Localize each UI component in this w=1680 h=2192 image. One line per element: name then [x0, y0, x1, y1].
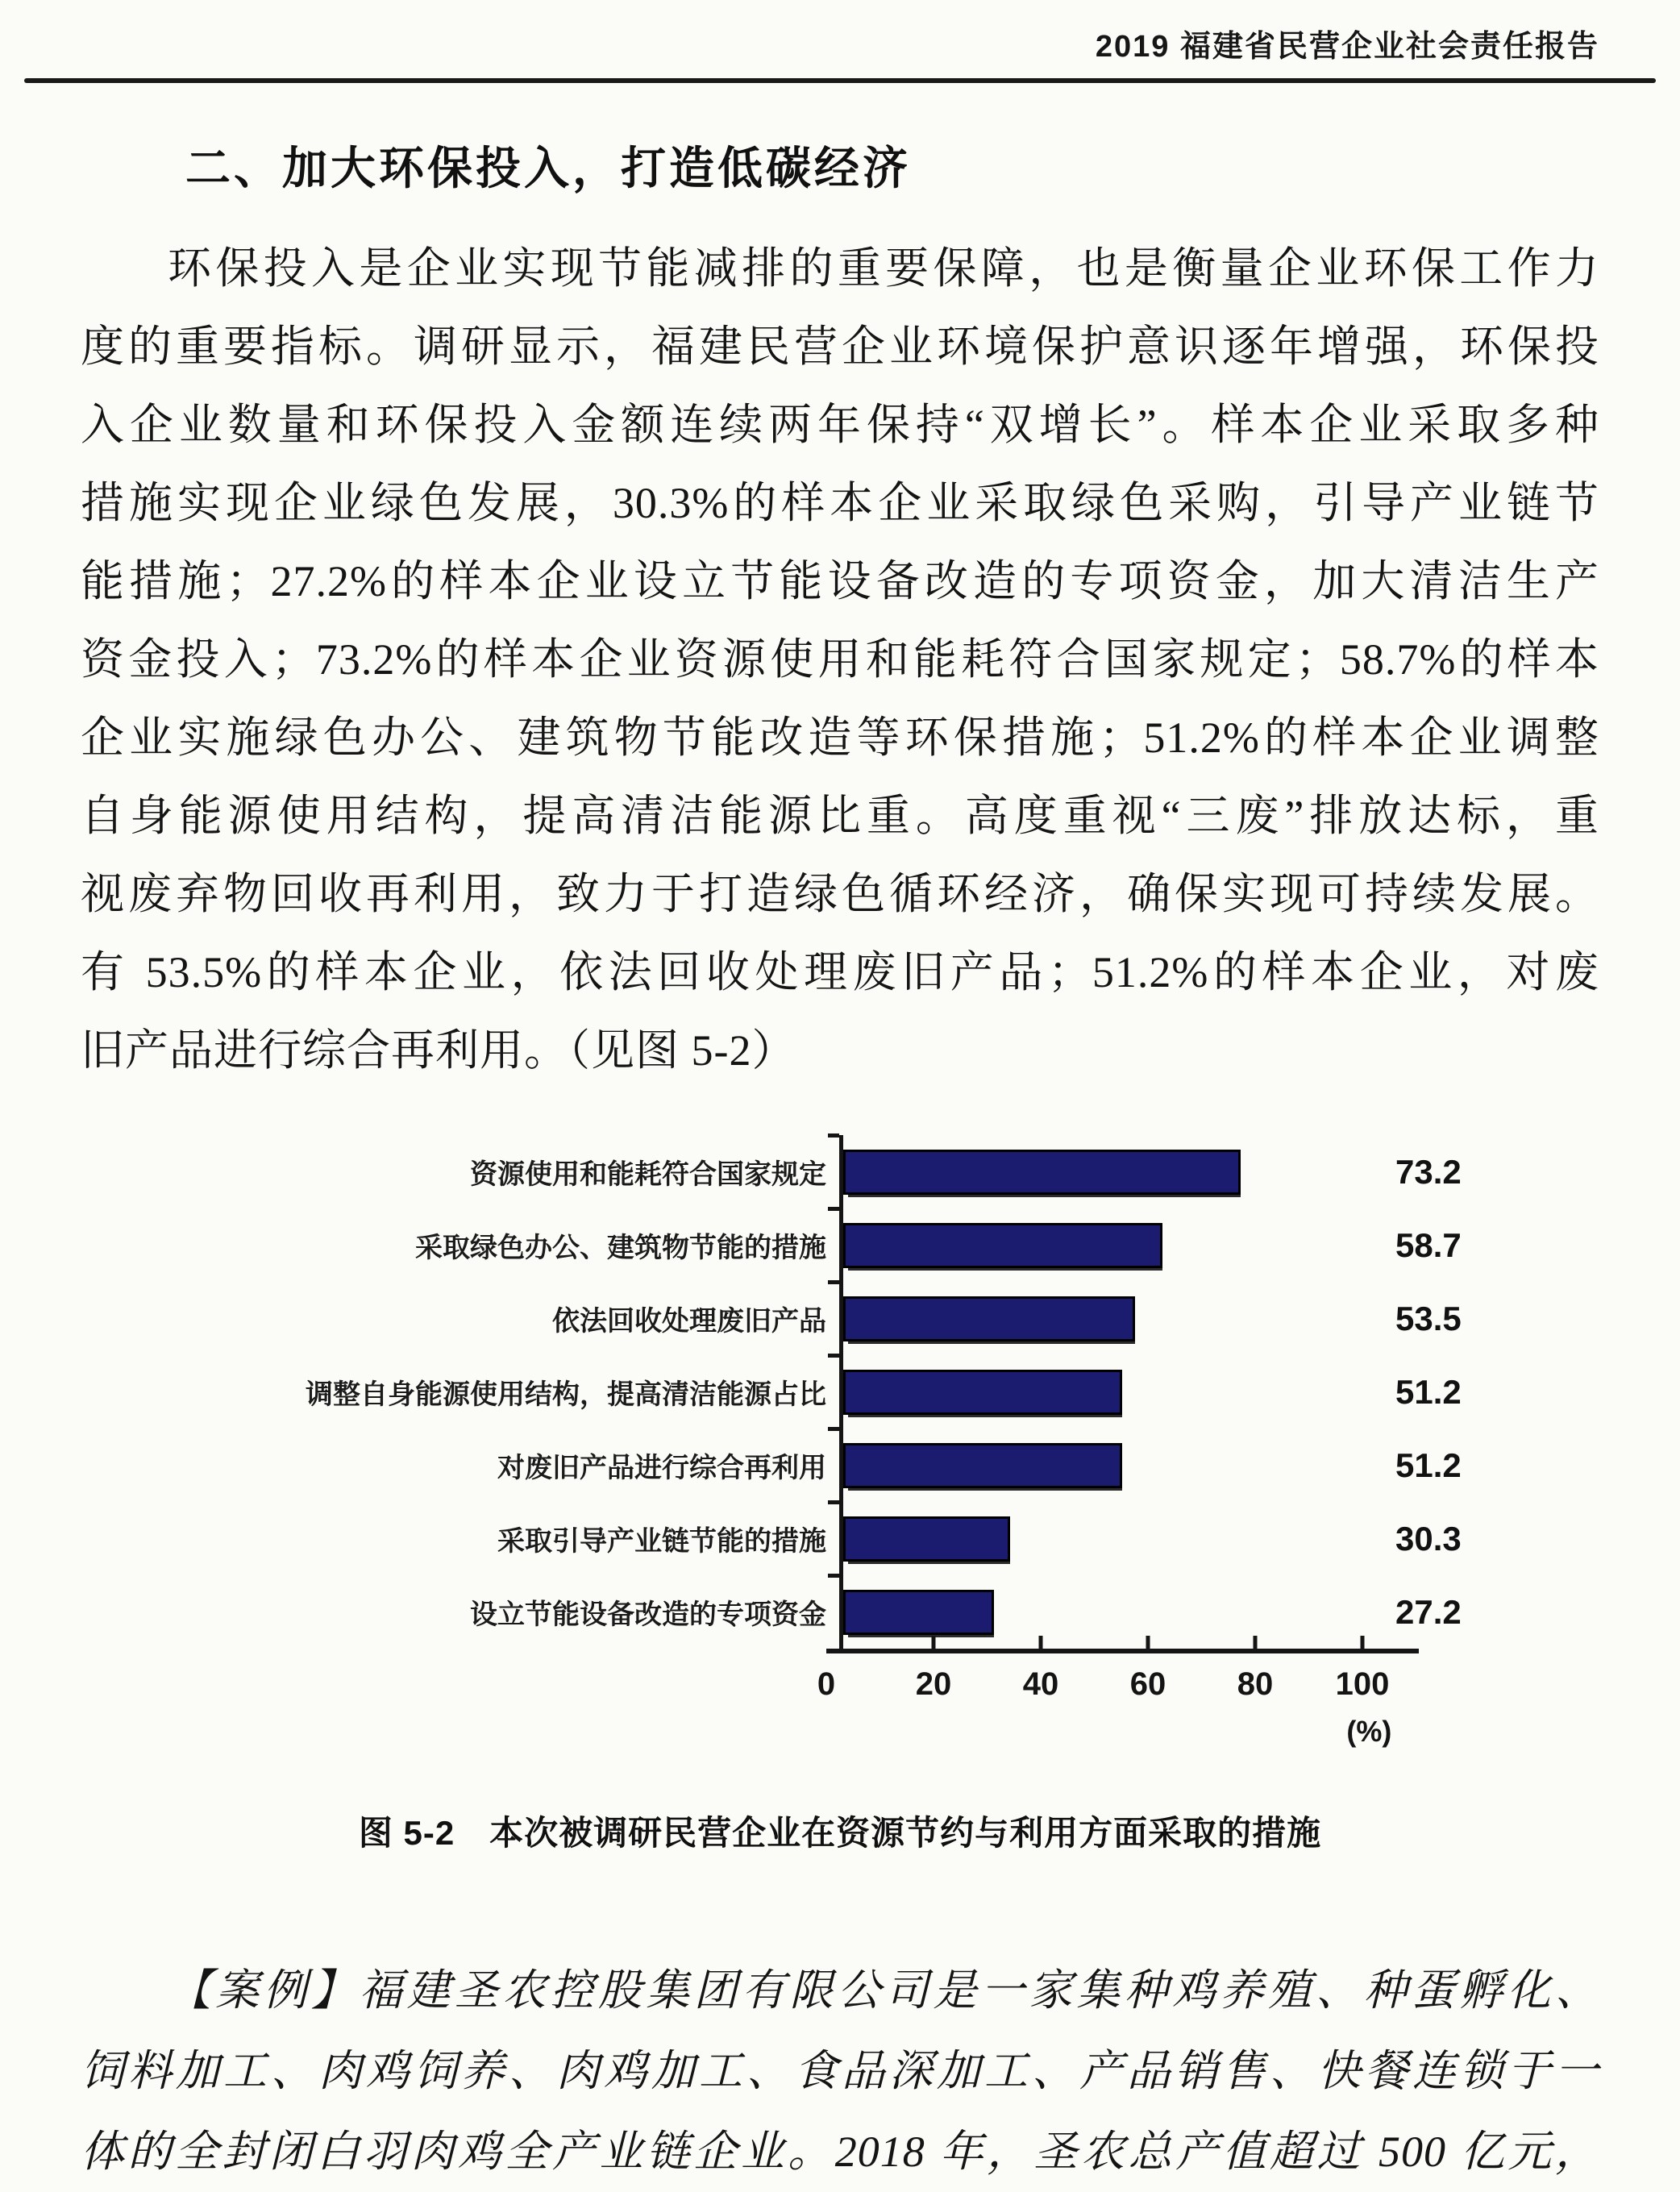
chart-bar: [843, 1443, 1122, 1488]
body-paragraph: [81, 230, 1599, 1090]
paragraph-line: 自身能源使用结构，提高清洁能源比重。高度重视“三废”排放达标，重: [81, 792, 1599, 840]
paragraph-line: 企业实施绿色办公、建筑物节能改造等环保措施；51.2%的样本企业调整: [81, 713, 1599, 762]
chart-value-label: 30.3: [1395, 1519, 1462, 1558]
x-axis-tick: [1039, 1636, 1043, 1649]
section-title: 二、加大环保投入，打造低碳经济: [185, 143, 911, 193]
chart-category-label: 设立节能设备改造的专项资金: [470, 1599, 826, 1630]
chart-row: [278, 1429, 1599, 1502]
x-axis-tick-label: 80: [1237, 1666, 1274, 1702]
chart-value-label: 27.2: [1395, 1592, 1462, 1631]
chart-x-unit-label: (%): [1346, 1715, 1392, 1748]
chart-rows: [278, 1135, 1599, 1649]
chart-bar: [843, 1590, 994, 1635]
chart-category-label: 采取引导产业链节能的措施: [497, 1526, 826, 1557]
chart-category-label: 采取绿色办公、建筑物节能的措施: [415, 1233, 826, 1263]
paragraph-line: 旧产品进行综合再利用。（见图 5-2）: [81, 1026, 796, 1075]
chart-plot-area: [839, 1355, 1379, 1429]
chart-category-label: 依法回收处理废旧产品: [552, 1306, 826, 1337]
chart-category-label: 对废旧产品进行综合再利用: [497, 1453, 826, 1483]
case-paragraph-line: 体的全封闭白羽肉鸡全产业链企业。2018 年，圣农总产值超过 500 亿元，: [81, 2128, 1599, 2176]
chart-x-tick-labels: [817, 1653, 1419, 1748]
chart-row: [278, 1502, 1599, 1575]
x-axis-tick-label: 40: [1022, 1666, 1059, 1702]
header-rule: [24, 78, 1656, 83]
chart-value-label: 51.2: [1395, 1445, 1462, 1484]
paragraph-line: 环保投入是企业实现节能减排的重要保障，也是衡量企业环保工作力: [168, 244, 1599, 293]
chart-bar: [843, 1223, 1162, 1268]
x-axis-tick-label: 0: [817, 1666, 836, 1702]
figure-5-2: [81, 1135, 1599, 1855]
x-axis-tick: [932, 1636, 936, 1649]
chart-plot-area: [839, 1502, 1379, 1575]
chart-plot-area: [839, 1282, 1379, 1355]
chart-value-label: 58.7: [1395, 1225, 1462, 1264]
x-axis-tick: [1146, 1636, 1150, 1649]
paragraph-line: 措施实现企业绿色发展，30.3%的样本企业采取绿色采购，引导产业链节: [81, 479, 1599, 527]
chart-row: [278, 1135, 1599, 1208]
chart-row: [278, 1575, 1599, 1649]
chart-plot-area: [839, 1575, 1379, 1649]
chart-bar: [843, 1296, 1135, 1341]
chart-plot-area: [839, 1208, 1379, 1282]
chart-value-label: 51.2: [1395, 1372, 1462, 1411]
chart-bar: [843, 1370, 1122, 1415]
x-axis-tick-label: 60: [1129, 1666, 1166, 1702]
paragraph-line: 能措施；27.2%的样本企业设立节能设备改造的专项资金，加大清洁生产: [81, 557, 1599, 605]
chart-bar: [843, 1150, 1241, 1195]
chart-category-label: 资源使用和能耗符合国家规定: [470, 1159, 826, 1190]
chart-category-label: 调整自身能源使用结构，提高清洁能源占比: [306, 1379, 826, 1410]
chart-value-label: 53.5: [1395, 1299, 1462, 1337]
chart-row: [278, 1355, 1599, 1429]
paragraph-line: 资金投入；73.2%的样本企业资源使用和能耗符合国家规定；58.7%的样本: [81, 635, 1599, 684]
chart-row: [278, 1282, 1599, 1355]
paragraph-line: 入企业数量和环保投入金额连续两年保持“双增长”。样本企业采取多种: [81, 401, 1599, 449]
paragraph-line: 有 53.5%的样本企业，依法回收处理废旧产品；51.2%的样本企业，对废: [81, 948, 1599, 996]
chart-plot-area: [839, 1429, 1379, 1502]
x-axis-tick: [1254, 1636, 1258, 1649]
report-header-title: 2019 福建省民营企业社会责任报告: [1095, 30, 1599, 64]
chart-plot-area: [839, 1135, 1379, 1208]
bar-chart: [278, 1135, 1599, 1748]
chart-value-label: 73.2: [1395, 1152, 1462, 1191]
chart-row: [278, 1208, 1599, 1282]
case-paragraph: [81, 1950, 1599, 2192]
paragraph-line: 度的重要指标。调研显示，福建民营企业环境保护意识逐年增强，环保投: [81, 322, 1599, 371]
x-axis-tick-label: 20: [915, 1666, 952, 1702]
x-axis-tick: [1361, 1636, 1365, 1649]
chart-bar: [843, 1516, 1010, 1562]
case-paragraph-line: 【案例】福建圣农控股集团有限公司是一家集种鸡养殖、种蛋孵化、: [168, 1966, 1599, 2015]
paragraph-line: 视废弃物回收再利用，致力于打造绿色循环经济，确保实现可持续发展。: [81, 870, 1599, 918]
page-content: [0, 133, 1680, 2192]
x-axis-tick-label: 100: [1335, 1666, 1390, 1702]
case-paragraph-line: 饲料加工、肉鸡饲养、肉鸡加工、食品深加工、产品销售、快餐连锁于一: [81, 2047, 1599, 2095]
figure-caption: 图 5-2 本次被调研民营企业在资源节约与利用方面采取的措施: [358, 1814, 1322, 1852]
